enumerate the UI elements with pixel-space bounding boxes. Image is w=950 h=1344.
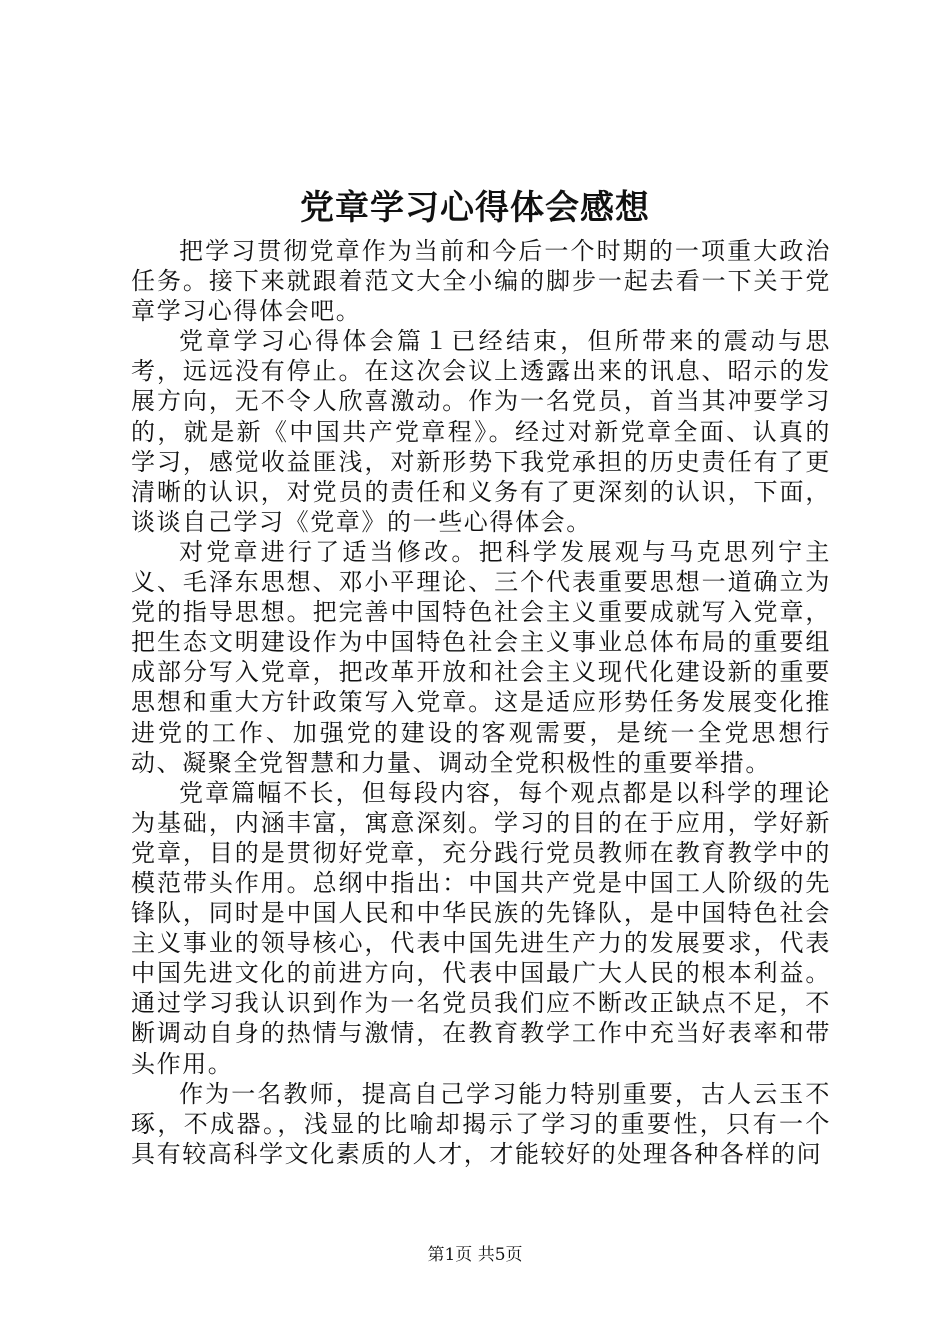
paragraph-1: 把学习贯彻党章作为当前和今后一个时期的一项重大政治任务。接下来就跟着范文大全小编的脚步一起去看一下关于党章学习心得体会吧。 [131, 237, 831, 326]
document-title: 党章学习心得体会感想 [300, 188, 650, 228]
paragraph-2: 党章学习心得体会篇１已经结束，但所带来的震动与思考，远远没有停止。在这次会议上透露出来的讯息、昭示的发展方向，无不令人欣喜激动。作为一名党员，首当其冲要学习的，就是新《中国共产党章程》。经过对新党章全面、认真的学习，感觉收益匪浅，对新形势下我党承担的历史责任有了更清晰的认识，对党员的责任和义务有了更深刻的认识，下面，谈谈自己学习《党章》的一些心得体会。 [131, 327, 831, 536]
paragraph-3: 对党章进行了适当修改。把科学发展观与马克思列宁主义、毛泽东思想、邓小平理论、三个代表重要思想一道确立为党的指导思想。把完善中国特色社会主义重要成就写入党章，把生态文明建设作为中国特色社会主义事业总体布局的重要组成部分写入党章，把改革开放和社会主义现代化建设新的重要思想和重大方针政策写入党章。这是适应形势任务发展变化推进党的工作、加强党的建设的客观需要，是统一全党思想行动、凝聚全党智慧和力量、调动全党积极性的重要举措。 [131, 537, 831, 777]
page-number-footer: 第1页 共5页 [427, 1245, 523, 1265]
document-body [131, 236, 831, 1169]
paragraph-4: 党章篇幅不长，但每段内容，每个观点都是以科学的理论为基础，内涵丰富，寓意深刻。学习的目的在于应用，学好新党章，目的是贯彻好党章，充分践行党员教师在教育教学中的模范带头作用。总纲中指出：中国共产党是中国工人阶级的先锋队，同时是中国人民和中华民族的先锋队，是中国特色社会主义事业的领导核心，代表中国先进生产力的发展要求，代表中国先进文化的前进方向，代表中国最广大人民的根本利益。通过学习我认识到作为一名党员我们应不断改正缺点不足，不断调动自身的热情与激情，在教育教学工作中充当好表率和带头作用。 [131, 778, 831, 1078]
paragraph-5: 作为一名教师，提高自己学习能力特别重要，古人云玉不琢，不成器。，浅显的比喻却揭示了学习的重要性，只有一个具有较高科学文化素质的人才，才能较好的处理各种各样的问 [131, 1079, 831, 1168]
